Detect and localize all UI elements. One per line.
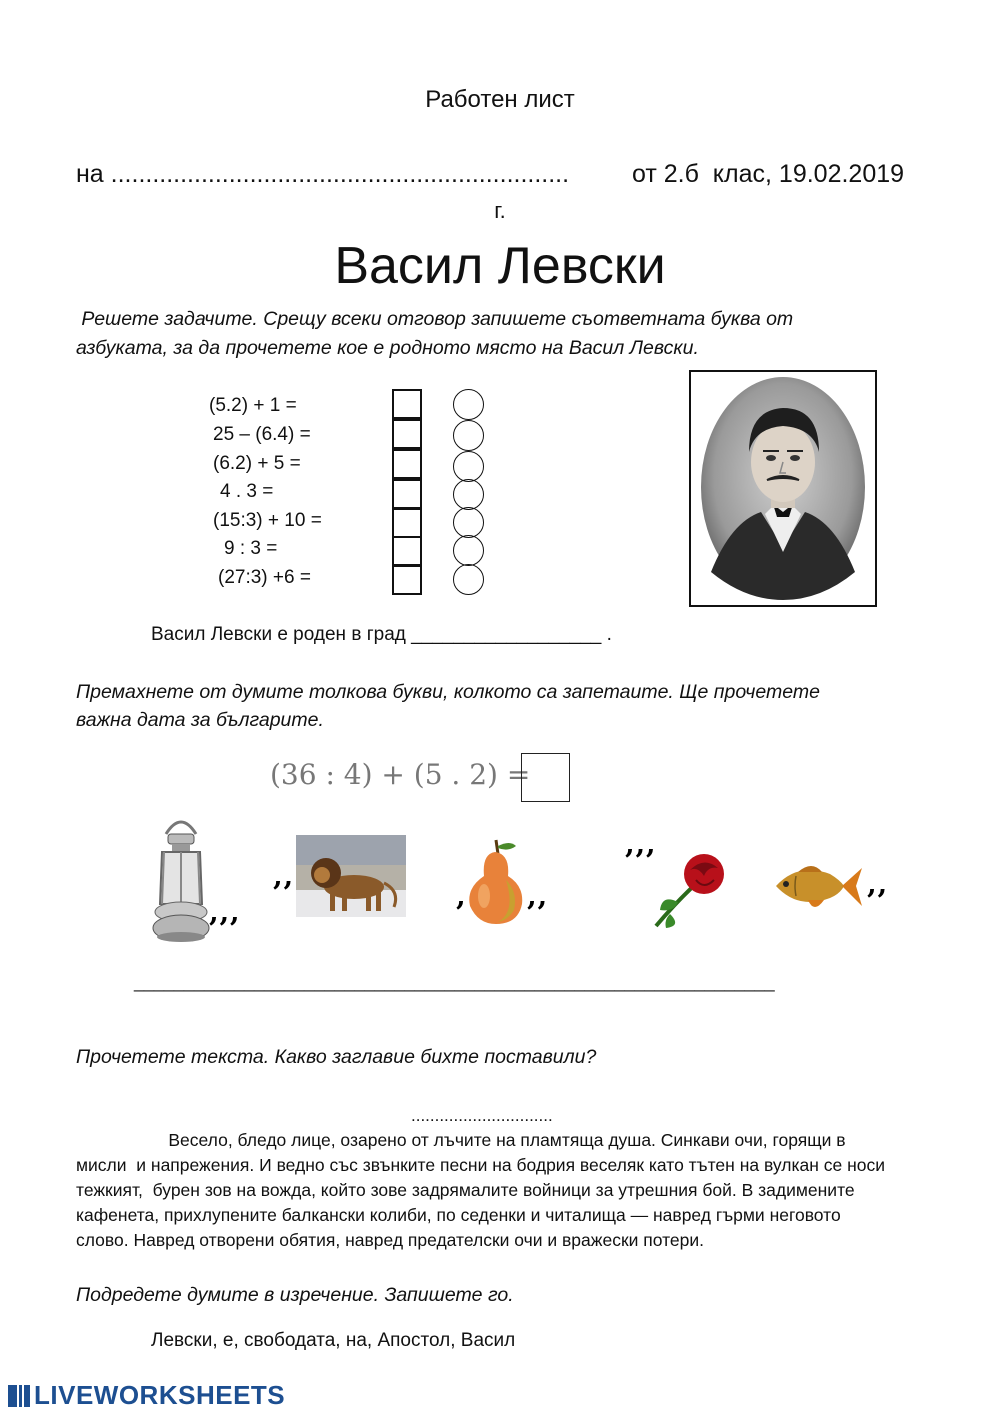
- pear-commas: ’’: [526, 896, 547, 931]
- equation-6: 9 : 3 =: [224, 538, 278, 559]
- paragraph-line-5: слово. Навред отворени обятия, навред предателски очи и вражески потери.: [76, 1230, 704, 1250]
- class-date: от 2.б клас, 19.02.2019: [632, 160, 905, 188]
- letter-circle-2[interactable]: [453, 420, 484, 451]
- title-placeholder[interactable]: ..............................: [411, 1106, 553, 1125]
- footer-logo: LIVEWORKSHEETS: [34, 1380, 286, 1410]
- task1-instruction: Решете задачите. Срещу всеки отговор запишете съответната буква от: [76, 308, 794, 330]
- answer-box-2[interactable]: [392, 419, 422, 449]
- equation-2: 25 – (6.4) =: [213, 424, 311, 445]
- letter-circle-5[interactable]: [453, 507, 484, 538]
- rose-icon: [648, 850, 728, 930]
- paragraph-line-3: тежкият, бурен зов на вожда, който зове задрямалите войници за утрешния бой. В задимените: [76, 1180, 855, 1200]
- portrait-icon: [691, 372, 875, 605]
- equation-5: (15:3) + 10 =: [213, 510, 322, 531]
- letter-circle-3[interactable]: [453, 451, 484, 482]
- answer-box-1[interactable]: [392, 389, 422, 419]
- task3-instruction: Прочетете текста. Какво заглавие бихте поставили?: [76, 1046, 597, 1068]
- answer-box-6[interactable]: [392, 536, 422, 566]
- answer-box-5[interactable]: [392, 508, 422, 538]
- letter-circle-6[interactable]: [453, 535, 484, 566]
- task2-instruction: Премахнете от думите толкова букви, колкото са запетаите. Ще прочетете: [76, 681, 820, 703]
- answer-line[interactable]: ________________________________________________________________: [134, 972, 775, 992]
- letter-circle-4[interactable]: [453, 479, 484, 510]
- portrait-frame: [689, 370, 877, 607]
- paragraph-line-2: мисли и напрежения. И ведно със звънките песни на бодрия веселяк като тътен на вулкан се носи: [76, 1155, 886, 1175]
- task4-instruction: Подредете думите в изречение. Запишете го.: [76, 1284, 514, 1306]
- answer-box-7[interactable]: [392, 565, 422, 595]
- equation-4: 4 . 3 =: [220, 481, 274, 502]
- paragraph-line-1: Весело, бледо лице, озарено от лъчите на пламтяща душа. Синкави очи, горящи в: [76, 1130, 846, 1150]
- student-name-line: на ..................................................................: [76, 160, 570, 188]
- fish-commas: ’’: [866, 884, 887, 919]
- task1-instruction-2: азбуката, за да прочетете кое е родното място на Васил Левски.: [76, 337, 699, 359]
- answer-box-3[interactable]: [392, 449, 422, 479]
- equation-7: (27:3) +6 =: [218, 567, 311, 588]
- expression: (36 : 4) + (5 . 2) =: [270, 758, 531, 791]
- lion-icon: [296, 835, 406, 917]
- fish-icon: [768, 858, 864, 916]
- born-sentence: Васил Левски е роден в град __________________ .: [151, 624, 612, 645]
- expression-answer-box[interactable]: [521, 753, 570, 802]
- pear-left-comma: ’: [455, 896, 466, 931]
- page-title: Васил Левски: [334, 237, 666, 295]
- pear-icon: [462, 836, 528, 926]
- rose-commas: ’’’: [624, 844, 656, 879]
- task2-instruction-2: важна дата за българите.: [76, 709, 324, 731]
- equation-3: (6.2) + 5 =: [213, 453, 301, 474]
- lantern-icon: [150, 812, 212, 944]
- paragraph-line-4: кафенета, прихлупените балкански колиби, по седенки и читалища — навред гърми неговото: [76, 1205, 841, 1225]
- lantern-commas: ’’’: [208, 912, 240, 947]
- answer-box-4[interactable]: [392, 479, 422, 509]
- equation-1: (5.2) + 1 =: [209, 395, 297, 416]
- lion-commas: ’’: [272, 876, 293, 911]
- letter-circle-7[interactable]: [453, 564, 484, 595]
- word-list: Левски, е, свободата, на, Апостол, Васил: [151, 1330, 516, 1351]
- liveworksheets-logo-icon: [8, 1385, 30, 1407]
- year-mark: г.: [494, 198, 506, 223]
- sheet-title: Работен лист: [425, 86, 575, 113]
- letter-circle-1[interactable]: [453, 389, 484, 420]
